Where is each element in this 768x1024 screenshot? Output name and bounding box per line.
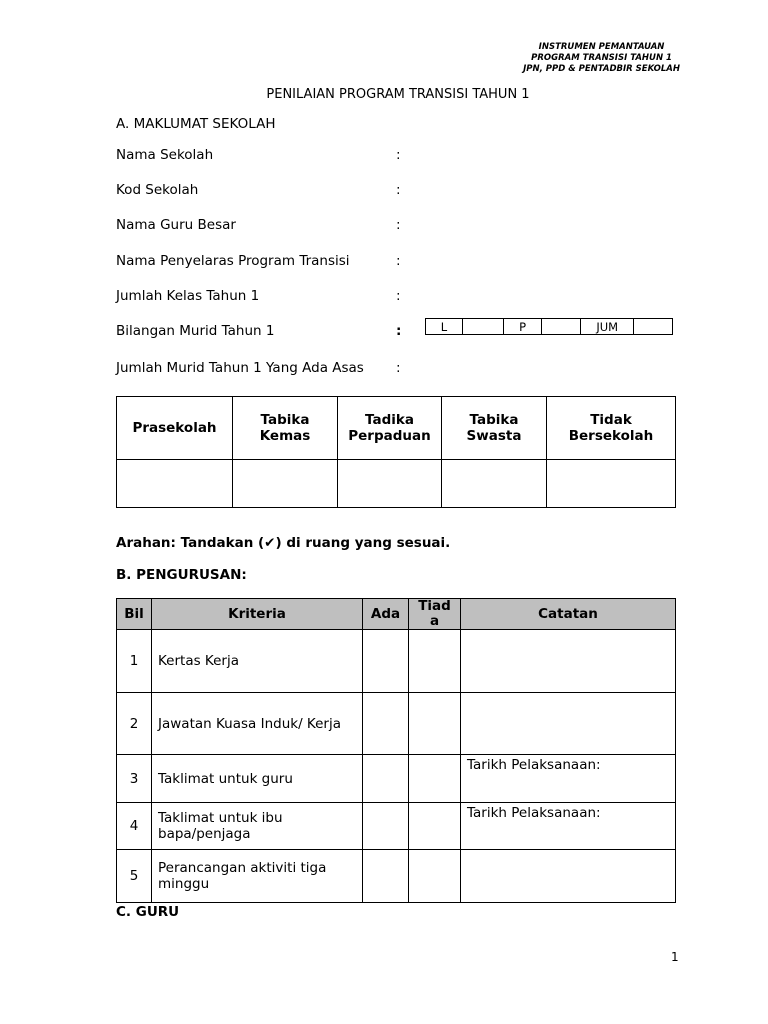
label-p: P	[503, 319, 542, 335]
row-catatan[interactable]	[461, 850, 676, 903]
header-prasekolah: Prasekolah	[117, 397, 233, 460]
murid-count-boxes	[425, 318, 673, 335]
field-label-jumlah-kelas: Jumlah Kelas Tahun 1	[116, 288, 260, 304]
header-line-3: JPN, PPD & PENTADBIR SEKOLAH	[523, 64, 680, 74]
field-colon: :	[396, 217, 401, 233]
header-tabika-kemas: Tabika Kemas	[233, 397, 338, 460]
section-c-heading: C. GURU	[116, 904, 180, 920]
pengurusan-table	[116, 598, 676, 903]
column-header-catatan: Catatan	[461, 599, 676, 630]
field-colon: :	[396, 182, 401, 198]
row-catatan[interactable]: Tarikh Pelaksanaan:	[461, 755, 676, 803]
cell-tabika-kemas[interactable]	[233, 460, 338, 508]
row-bil: 1	[117, 630, 152, 693]
header-tadika-perpaduan: Tadika Perpaduan	[338, 397, 442, 460]
row-catatan[interactable]	[461, 630, 676, 693]
field-label-nama-penyelaras: Nama Penyelaras Program Transisi	[116, 253, 350, 269]
row-catatan[interactable]	[461, 693, 676, 755]
table-row	[117, 755, 676, 803]
row-tiada-checkbox[interactable]	[409, 850, 461, 903]
input-jum-box[interactable]	[634, 319, 673, 335]
cell-tadika-perpaduan[interactable]	[338, 460, 442, 508]
page-title: PENILAIAN PROGRAM TRANSISI TAHUN 1	[266, 87, 530, 102]
field-colon: :	[396, 253, 401, 269]
field-label-murid-ada-asas: Jumlah Murid Tahun 1 Yang Ada Asas	[116, 360, 364, 376]
row-kriteria: Perancangan aktiviti tiga minggu	[152, 850, 363, 903]
column-header-tiada	[409, 599, 461, 630]
row-ada-checkbox[interactable]	[363, 630, 409, 693]
row-kriteria: Jawatan Kuasa Induk/ Kerja	[152, 693, 363, 755]
field-label-nama-sekolah: Nama Sekolah	[116, 147, 214, 163]
cell-tidak-bersekolah[interactable]	[547, 460, 676, 508]
row-kriteria: Kertas Kerja	[152, 630, 363, 693]
row-bil: 5	[117, 850, 152, 903]
header-tidak-bersekolah: Tidak Bersekolah	[547, 397, 676, 460]
field-label-bilangan-murid: Bilangan Murid Tahun 1	[116, 323, 275, 339]
input-l-box[interactable]	[462, 319, 503, 335]
row-ada-checkbox[interactable]	[363, 755, 409, 803]
row-bil: 2	[117, 693, 152, 755]
column-header-kriteria: Kriteria	[152, 599, 363, 630]
label-jum: JUM	[581, 319, 634, 335]
row-catatan[interactable]: Tarikh Pelaksanaan:	[461, 803, 676, 850]
row-kriteria: Taklimat untuk guru	[152, 755, 363, 803]
row-bil: 4	[117, 803, 152, 850]
table-row	[117, 630, 676, 693]
section-a-heading: A. MAKLUMAT SEKOLAH	[116, 116, 276, 132]
cell-tabika-swasta[interactable]	[442, 460, 547, 508]
label-l: L	[426, 319, 463, 335]
table-row	[117, 803, 676, 850]
row-ada-checkbox[interactable]	[363, 803, 409, 850]
header-line-1: INSTRUMEN PEMANTAUAN	[538, 42, 665, 52]
field-colon: :	[396, 288, 401, 304]
header-tabika-swasta: Tabika Swasta	[442, 397, 547, 460]
row-tiada-checkbox[interactable]	[409, 755, 461, 803]
row-tiada-checkbox[interactable]	[409, 693, 461, 755]
input-p-box[interactable]	[542, 319, 581, 335]
column-header-ada: Ada	[363, 599, 409, 630]
row-tiada-checkbox[interactable]	[409, 803, 461, 850]
field-label-kod-sekolah: Kod Sekolah	[116, 182, 199, 198]
instruction-text: Arahan: Tandakan (✔) di ruang yang sesuai.	[116, 535, 451, 551]
field-colon: :	[396, 323, 402, 339]
row-bil: 3	[117, 755, 152, 803]
field-colon: :	[396, 147, 401, 163]
table-row	[117, 693, 676, 755]
field-colon: :	[396, 360, 401, 376]
section-b-heading: B. PENGURUSAN:	[116, 567, 247, 583]
prasekolah-table	[116, 396, 676, 508]
cell-prasekolah[interactable]	[117, 460, 233, 508]
field-label-nama-guru-besar: Nama Guru Besar	[116, 217, 236, 233]
row-kriteria: Taklimat untuk ibu bapa/penjaga	[152, 803, 363, 850]
header-block	[523, 42, 680, 75]
header-line-2: PROGRAM TRANSISI TAHUN 1	[531, 53, 672, 63]
column-header-tiada-label: Tiad a	[418, 598, 451, 629]
row-ada-checkbox[interactable]	[363, 850, 409, 903]
table-row	[117, 850, 676, 903]
row-tiada-checkbox[interactable]	[409, 630, 461, 693]
column-header-bil: Bil	[117, 599, 152, 630]
row-ada-checkbox[interactable]	[363, 693, 409, 755]
page-number: 1	[671, 950, 679, 964]
